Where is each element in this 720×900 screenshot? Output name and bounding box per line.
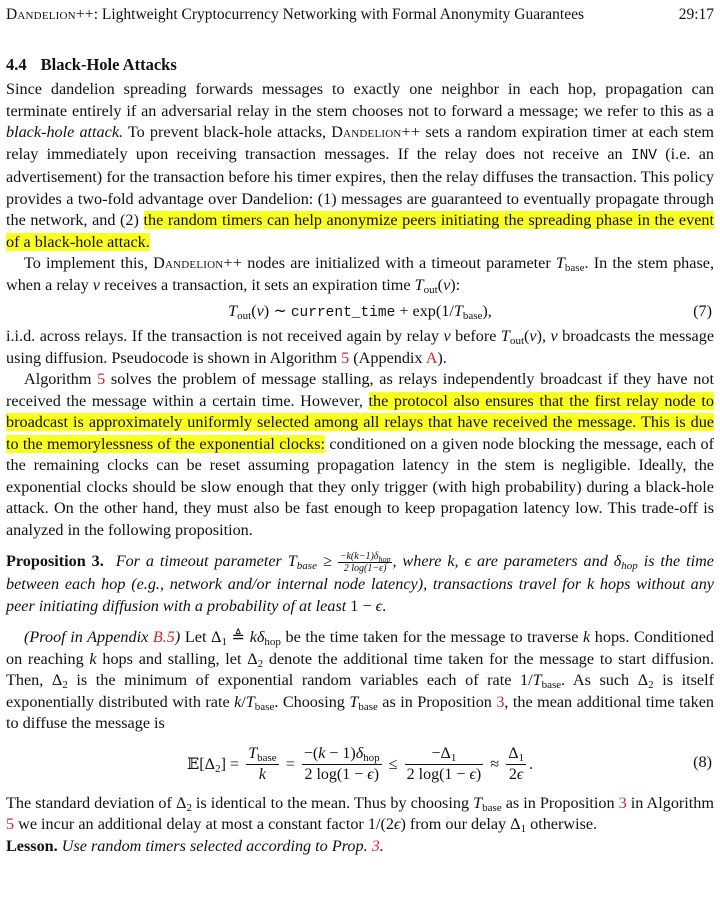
equation-8: [6, 739, 714, 791]
ref-appendix-a[interactable]: A: [425, 348, 438, 367]
paragraph-4: Algorithm 5 solves the problem of message stalling, as relays independently broadcast if they have not received the message within a certain time. However, the protocol also ensures that the first relay node to broadcast is approximately uniformly selected among all relays that have received the message. This is due to the memorylessness of the exponential clocks: conditioned on a given node blocking the message, each of the remaining clocks can be reset assuming propagation latency in the stem is negligible. Ideally, the exponential clocks should be slow enough that they only trigger (with high probability) during a black-hole attack. On the other hand, they must also be fast enough to keep propagation latency low. This trade-off is analyzed in the following proposition.: [6, 370, 714, 539]
section-body: [6, 79, 714, 857]
section-heading: [6, 54, 714, 76]
lesson: Lesson. Use random timers selected according to Prop. 3.: [6, 836, 384, 855]
equation-7-body: $T_{out}(v)$ ∼ current_time + $\exp(1/T_{base})$,: [228, 302, 492, 322]
system-name: Dandelion++: [331, 123, 421, 141]
proposition-label: Proposition 3.: [6, 552, 104, 571]
ref-proposition-3[interactable]: 3: [496, 692, 505, 711]
paragraph-3: i.i.d. across relays. If the transaction is not received again by relay v before $T_{out}(v)$, v broadcasts the message using diffusion. Pseudocode is shown in Algorithm 5 (Appendix A).: [6, 327, 715, 367]
inv-code: INV: [630, 147, 657, 164]
system-name: Dandelion++: [153, 254, 243, 272]
lesson-label: Lesson.: [6, 836, 58, 855]
page-number: 29:17: [678, 6, 714, 23]
running-header: [6, 4, 714, 26]
ref-algorithm-5[interactable]: 5: [6, 815, 15, 833]
ref-appendix-b5[interactable]: B.5: [152, 628, 175, 646]
highlight-2: the protocol also ensures that the first relay node to broadcast is approximately uniformly selected among all relays that have received the message. This is due to the memorylessness of the exponential clocks:: [6, 391, 714, 453]
proposition-fraction: $\frac{-k(k-1)\delta_{hop}}{2 \log(1-\epsilon)}$: [339, 551, 391, 574]
header-title: : Lightweight Cryptocurrency Networking with Formal Anonymity Guarantees: [93, 6, 585, 23]
equation-8-number: (8): [693, 752, 712, 771]
proof-paragraph: (Proof in Appendix B.5) Let $\Delta_1$ ≜ $k\delta_{hop}$ be the time taken for the message to traverse k hops. Conditioned on reaching k hops and stalling, let $\Delta_2$ denote the additional time taken for the message to start diffusion. Then, $\Delta_2$ is the minimum of exponential random variables each of rate $1/T_{base}$. As such $\Delta_2$ is itself exponentially distributed with rate $k/T_{base}$. Choosing $T_{base}$ as in Proposition 3, the mean additional time taken to diffuse the message is: [6, 628, 715, 732]
paragraph-2: To implement this, Dandelion++ nodes are initialized with a timeout parameter $T_{base}$. In the stem phase, when a relay v receives a transaction, it sets an expiration time $T_{out}(v)$:: [6, 254, 714, 296]
paragraph-1: Since dandelion spreading forwards messages to exactly one neighbor in each hop, propagation can terminate entirely if an adversarial relay in the stem chooses not to forward a message; we refer to this as a black-hole attack. To prevent black-hole attacks, Dandelion++ sets a random expiration timer at each stem relay immediately upon receiving transaction messages. If the relay does not receive an INV (i.e. an advertisement) for the transaction before his timer expires, then the relay diffuses the transaction. This policy provides a two-fold advantage over Dandelion: (1) messages are guaranteed to eventually propagate through the network, and (2) the random timers can help anonymize peers initiating the spreading phase in the event of a black-hole attack.: [6, 80, 714, 251]
ref-proposition-3[interactable]: 3: [371, 836, 380, 855]
ref-proposition-3[interactable]: 3: [618, 793, 627, 812]
equation-8-body: $𝔼[\Delta_2]$ = $\frac{T_{base}}{k}$ = $\frac{-(k - 1)\delta_{hop}}{2 \log(1 - \epsilon)}$ ≤ $\frac{-\Delta_1}{2 \log(1 - \epsilon)}$ ≈ $\frac{\Delta_1}{2\epsilon}$ .: [186, 745, 534, 784]
equation-7-number: (7): [693, 302, 712, 320]
math: v: [92, 275, 100, 294]
proposition-3: Proposition 3. For a timeout parameter $T_{base}$ ≥ $\frac{-k(k-1)\delta_{hop}}{2 \log(1-\epsilon)}$ , where k, ϵ are parameters and $\delta_{hop}$ is the time between each hop (e.g., network and/or internal node latency), transactions travel for k hops without any peer initiating diffusion with a probability of at least 1 − ϵ.: [6, 551, 714, 615]
math: T: [555, 254, 565, 272]
term-black-hole: black-hole attack.: [6, 123, 124, 141]
header-system-name: Dandelion++: [6, 6, 94, 23]
section-title: Black-Hole Attacks: [40, 55, 177, 74]
section-number: 4.4: [6, 55, 27, 74]
highlight-1: the random timers can help anonymize peers initiating the spreading phase in the event of a black-hole attack.: [6, 211, 714, 251]
ref-algorithm-5[interactable]: 5: [341, 348, 350, 367]
ref-algorithm-5[interactable]: 5: [97, 370, 106, 388]
equation-7: [6, 296, 714, 326]
paragraph-6: The standard deviation of $\Delta_2$ is identical to the mean. Thus by choosing $T_{base}$ as in Proposition 3 in Algorithm 5 we incur an additional delay at most a constant factor 1/(2ϵ) from our delay $\Delta_1$ otherwise.: [6, 793, 714, 835]
